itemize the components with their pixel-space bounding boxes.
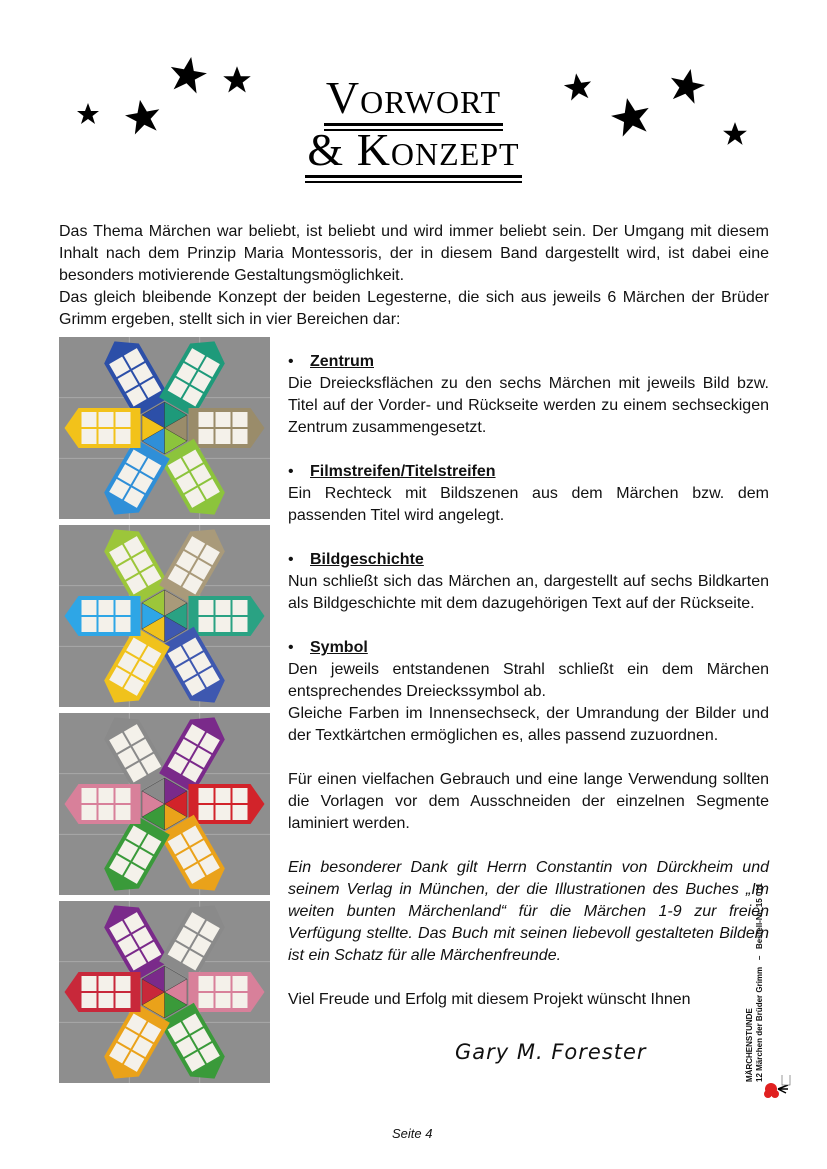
section-heading: Bildgeschichte [310, 551, 424, 568]
star-arm [189, 408, 265, 448]
signature: Gary M. Forester [455, 1040, 647, 1064]
section-text: Ein Rechteck mit Bildszenen aus dem Märchen bzw. dem passenden Titel wird angelegt. [288, 485, 769, 524]
thanks-note: Ein besonderer Dank gilt Herrn Constantin von Dürckheim und seinem Verlag in München, der die Illustrationen des Buches „Im weiten bunten Märchenland“ für die Märchen 1-9 zur freien Verfügung stellte. Das Buch mit seinen liebevoll gestalteten Bildern ist ein Schatz für alle Märchenfreunde. [288, 859, 769, 964]
section-text: Gleiche Farben im Innensechseck, der Umrandung der Bilder und der Textkärtchen ermöglichen es, alles passend zuzuordnen. [288, 705, 769, 744]
star-layout-illustration [59, 713, 270, 895]
section-heading: Filmstreifen/Titelstreifen [310, 463, 496, 480]
page-title-line2: & Konzept [0, 124, 827, 176]
legestern-photo [59, 337, 270, 519]
star-layout-illustration [59, 525, 270, 707]
laminate-note: Für einen vielfachen Gebrauch und eine lange Verwendung sollten die Vorlagen vor dem Ausschneiden der einzelnen Segmente laminiert werden. [288, 771, 769, 832]
star-arm [189, 596, 265, 636]
separator: – [755, 955, 764, 961]
legestern-photo [59, 901, 270, 1083]
publisher-logo [762, 1075, 792, 1106]
star-layout-illustration [59, 901, 270, 1083]
intro-paragraph: Das Thema Märchen war beliebt, ist beliebt und wird immer beliebt sein. Der Umgang mit diesem Inhalt nach dem Prinzip Maria Montessoris, der in diesem Band dargestellt wird, ist dabei eine besonders motivierende Gestaltungsmöglichkeit. [59, 223, 769, 284]
section-text: Die Dreiecksflächen zu den sechs Märchen mit jeweils Bild bzw. Titel auf der Vorder- und Rückseite werden zu einem sechseckigen Zentrum zusammengesetzt. [288, 375, 769, 436]
order-number: Bestell-Nr. 15 011 [755, 883, 764, 950]
intro-text [59, 221, 769, 331]
photo-column [59, 337, 270, 1089]
section-zentrum [288, 351, 769, 439]
series-name: MÄRCHENSTUNDE [745, 1008, 754, 1082]
legestern-photo [59, 713, 270, 895]
page-number: Seite 4 [392, 1126, 433, 1141]
legestern-photo [59, 525, 270, 707]
star-arm [65, 972, 141, 1012]
bullet: • [288, 353, 294, 370]
bullet: • [288, 639, 294, 656]
section-bildgeschichte [288, 549, 769, 615]
section-symbol [288, 637, 769, 747]
bullet: • [288, 463, 294, 480]
closing-line: Viel Freude und Erfolg mit diesem Projekt wünscht Ihnen [288, 991, 691, 1008]
section-heading: Symbol [310, 639, 368, 656]
series-subtitle: 12 Märchen der Brüder Grimm [755, 966, 764, 1082]
section-filmstreifen [288, 461, 769, 527]
intro-paragraph: Das gleich bleibende Konzept der beiden Legesterne, die sich aus jeweils 6 Märchen der Brüder Grimm ergeben, stellt sich in vier Bereichen dar: [59, 289, 769, 328]
side-imprint [745, 883, 765, 1100]
bullet: • [288, 551, 294, 568]
star-arm [189, 784, 265, 824]
star-arm [65, 784, 141, 824]
star-arm [189, 972, 265, 1012]
star-arm [65, 596, 141, 636]
section-text: Den jeweils entstandenen Strahl schließt ein dem Märchen entsprechendes Dreieckssymbol ab. [288, 661, 769, 700]
section-text: Nun schließt sich das Märchen an, dargestellt auf sechs Bildkarten als Bildgeschichte mit dem dazugehörigen Text auf der Rückseite. [288, 573, 769, 612]
star-arm [65, 408, 141, 448]
section-heading: Zentrum [310, 353, 374, 370]
concept-content [288, 351, 769, 1011]
page-title-line1: Vorwort [0, 72, 827, 124]
star-layout-illustration [59, 337, 270, 519]
